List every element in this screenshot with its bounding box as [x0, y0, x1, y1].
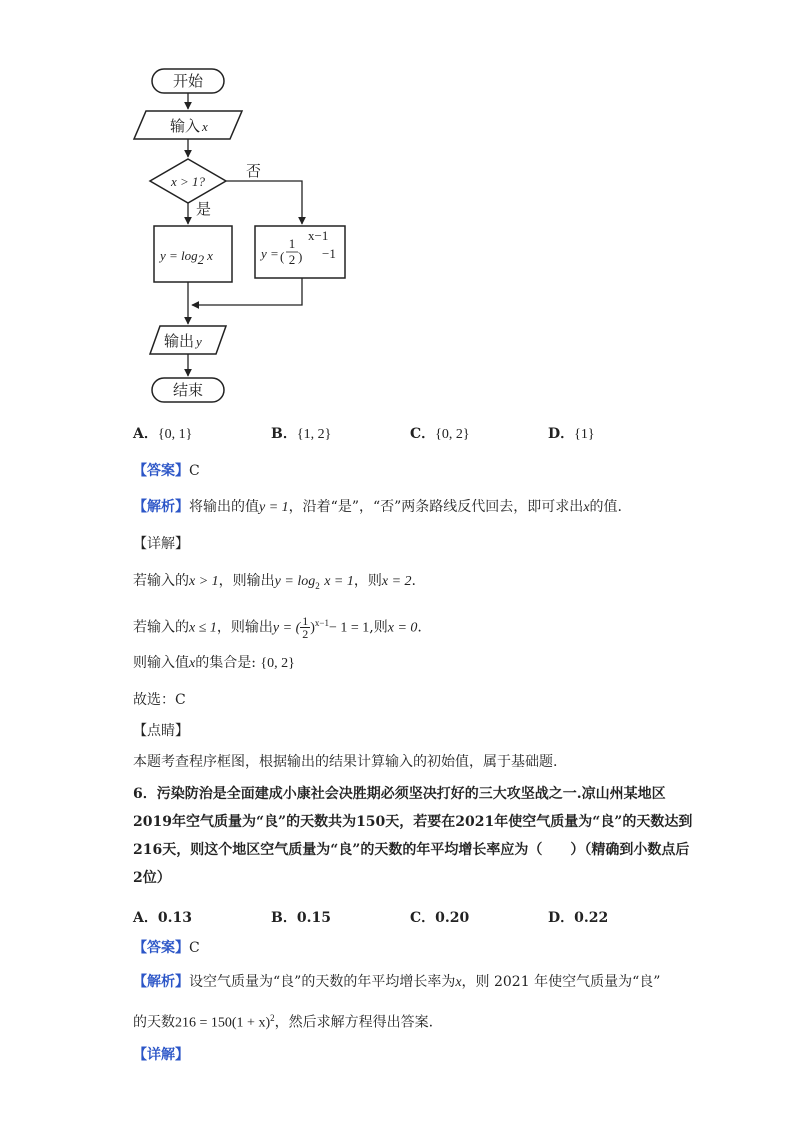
q6-option-d: D．0.22	[548, 910, 609, 926]
start-label: 开始	[172, 72, 204, 90]
no-label: 否	[246, 162, 262, 180]
power-box-num: 1	[288, 236, 296, 251]
q6-analysis-line1: 【解析】设空气质量为“良”的天数的年平均增长率为x，则 2021 年使空气质量为“良”	[133, 974, 661, 990]
power-box-tail: −1	[322, 246, 336, 261]
q6-detail-heading: 【详解】	[133, 1047, 189, 1063]
q6-analysis-line2: 的天数$216 = 150(1 + x)^2$，然后求解方程得出答案.	[133, 1013, 434, 1031]
q5-detail-line2: 若输入的x ≤ 1，则输出y = ( $\frac{1}{2}$ )$^{x-1}$− 1 = 1,则x = 0.	[133, 614, 422, 642]
input-label: 输入 x	[170, 117, 208, 135]
flowchart	[130, 60, 370, 410]
q5-detail-heading: 【详解】	[133, 536, 189, 552]
q5-option-b: B．{1, 2}	[271, 426, 332, 442]
end-label: 结束	[172, 381, 204, 399]
q5-answer: 【答案】C	[133, 463, 200, 479]
q5-option-a: A．{0, 1}	[133, 426, 193, 442]
q5-comment-heading: 【点睛】	[133, 723, 189, 739]
q6-answer: 【答案】C	[133, 940, 200, 956]
q5-analysis: 【解析】将输出的值y = 1，沿着“是”，“否”两条路线反代回去，即可求出x的值.	[133, 499, 622, 515]
power-box-close-paren: )	[298, 249, 303, 264]
decision-label: x > 1?	[170, 174, 206, 189]
q6-question: 6．污染防治是全面建成小康社会决胜期必须坚决打好的三大攻坚战之一.凉山州某地区2019年空气质量为“良”的天数共为150天，若要在2021年使空气质量为“良”的天数达到216天，则这个地区空气质量为“良”的天数的年平均增长率应为（ ）（精确到小数点后2位）	[133, 786, 693, 886]
q6-option-a: A．0.13	[133, 910, 192, 926]
power-box-y: y =	[261, 246, 279, 261]
q5-comment: 本题考查程序框图，根据输出的结果计算输入的初始值，属于基础题.	[133, 754, 558, 770]
q5-option-c: C．{0, 2}	[410, 426, 470, 442]
q5-detail-line3: 则输入值x的集合是: {0, 2}	[133, 655, 295, 671]
log-box-label: y = log2 x	[160, 248, 213, 267]
q5-option-d: D．{1}	[548, 426, 595, 442]
q5-detail-line1: 若输入的x > 1，则输出$y = \log_2 x = 1$，则x = 2.	[133, 573, 416, 591]
power-box-exp: x−1	[308, 228, 329, 243]
power-box-den: 2	[288, 252, 296, 267]
q6-option-b: B．0.15	[271, 910, 331, 926]
output-label: 输出 y	[164, 332, 202, 350]
q6-option-c: C．0.20	[410, 910, 470, 926]
power-box-open-paren: (	[280, 249, 285, 264]
q5-choose: 故选：C	[133, 692, 186, 708]
yes-label: 是	[196, 200, 212, 218]
